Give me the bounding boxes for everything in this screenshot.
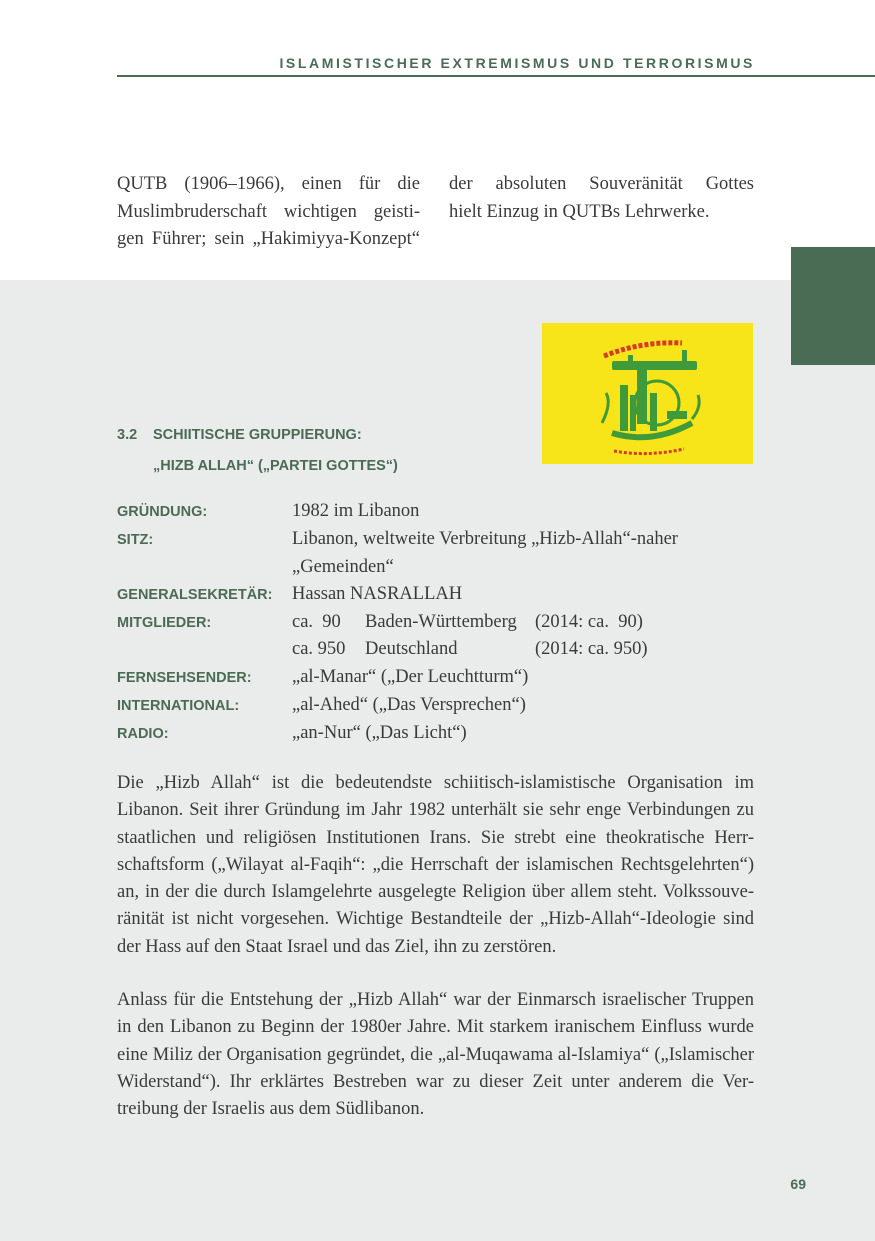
header-rule — [117, 75, 875, 77]
fact-value: 1982 im Libanon — [292, 501, 420, 521]
fact-value: Hassan NASRALLAH — [292, 583, 463, 604]
text-line: der absoluten Souveränität Gottes — [449, 174, 754, 194]
text-line: in den Libanon zu Beginn der 1980er Jahre. Mit starkem iranischem Einfluss wurde — [117, 1017, 754, 1038]
section-title: SCHIITISCHE GRUPPIERUNG: — [153, 427, 362, 443]
member-line — [292, 609, 757, 636]
fact-label: MITGLIEDER: — [117, 615, 212, 632]
running-header: ISLAMISTISCHER EXTREMISMUS UND TERRORISMUS — [279, 55, 755, 71]
member-line — [292, 636, 757, 663]
fact-row-fernsehsender — [117, 664, 757, 692]
member-place: Baden-Württemberg — [365, 612, 517, 633]
text-line: eine Miliz der Organisation gegründet, die „al-Muqawama al-Islamiya“ („Islamischer — [117, 1044, 754, 1065]
text-line: gen Führer; sein „Hakimiyya-Konzept“ — [117, 229, 420, 249]
fact-value-line: Libanon, weltweite Verbreitung „Hizb-Allah“-naher — [292, 529, 678, 550]
fact-value — [292, 526, 757, 581]
fact-sheet — [117, 498, 757, 749]
text-line: Widerstand“). Ihr erklärtes Bestreben war zu dieser Zeit unter anderem die Ver- — [117, 1071, 754, 1092]
section-number: 3.2 — [117, 427, 138, 443]
member-place: Deutschland — [365, 639, 458, 660]
fact-value — [292, 609, 757, 664]
fact-row-sitz — [117, 526, 757, 581]
fact-row-mitglieder — [117, 609, 757, 664]
text-line: an, in der die durch Islamgelehrte ausgelegte Religion über allem steht. Volkssouve- — [117, 882, 754, 903]
text-line: Anlass für die Entstehung der „Hizb Allah“ war der Einmarsch israelischer Truppen — [117, 990, 754, 1010]
fact-label: RADIO: — [117, 726, 169, 743]
text-line: QUTB (1906–1966), einen für die — [117, 174, 420, 194]
text-line: der Hass auf den Staat Israel und das Ziel, ihn zu zerstören. — [117, 936, 557, 957]
fact-label: GENERALSEKRETÄR: — [117, 586, 273, 603]
member-count: ca. 90 — [292, 612, 341, 633]
section-heading — [117, 420, 398, 482]
flag-emblem — [542, 323, 753, 464]
fact-value: „an-Nur“ („Das Licht“) — [292, 723, 467, 744]
text-line: Libanon. Seit ihrer Gründung im Jahr 1982 unterhält sie sehr enge Verbindungen zu — [117, 800, 754, 821]
page-number: 69 — [790, 1176, 806, 1192]
fact-value: „al-Manar“ („Der Leuchtturm“) — [292, 666, 529, 687]
fact-label: FERNSEHSENDER: — [117, 669, 252, 686]
body-paragraph-2 — [117, 987, 754, 1123]
fact-label: INTERNATIONAL: — [117, 698, 240, 715]
fact-value: „al-Ahed“ („Das Versprechen“) — [292, 695, 526, 716]
text-line: Die „Hizb Allah“ ist die bedeutendste schiitisch-islamistische Organisation im — [117, 773, 754, 793]
fact-row-international — [117, 692, 757, 720]
member-previous: (2014: ca. 90) — [535, 612, 643, 633]
member-count: ca. 950 — [292, 639, 346, 660]
fact-row-radio — [117, 720, 757, 748]
text-line: treibung der Israelis aus dem Südlibanon. — [117, 1099, 425, 1120]
intro-column-right — [449, 171, 754, 226]
text-line: hielt Einzug in QUTBs Lehrwerke. — [449, 201, 710, 222]
text-line: schaftsform („Wilayat al-Faqih“: „die Herrschaft der islamischen Rechtsgelehrten“) — [117, 854, 754, 875]
hezbollah-flag-icon — [542, 323, 753, 464]
intro-column-left — [117, 171, 420, 254]
text-line: Muslimbruderschaft wichtigen geisti- — [117, 201, 420, 222]
text-line: ränität ist nicht vorgesehen. Wichtige Bestandteile der „Hizb-Allah“-Ideologie sind — [117, 909, 754, 930]
text-line: staatlichen und religiösen Institutionen Irans. Sie strebt eine theokratische Herr- — [117, 827, 754, 848]
member-previous: (2014: ca. 950) — [535, 639, 648, 660]
fact-label: GRÜNDUNG: — [117, 504, 208, 520]
fact-row-gruendung — [117, 498, 757, 526]
fact-label: SITZ: — [117, 532, 154, 549]
section-subtitle: „HIZB ALLAH“ („PARTEI GOTTES“) — [153, 458, 398, 474]
body-paragraph-1 — [117, 770, 754, 961]
fact-row-generalsekretaer — [117, 581, 757, 609]
fact-value-line: „Gemeinden“ — [292, 556, 394, 577]
chapter-side-tab — [791, 247, 875, 365]
